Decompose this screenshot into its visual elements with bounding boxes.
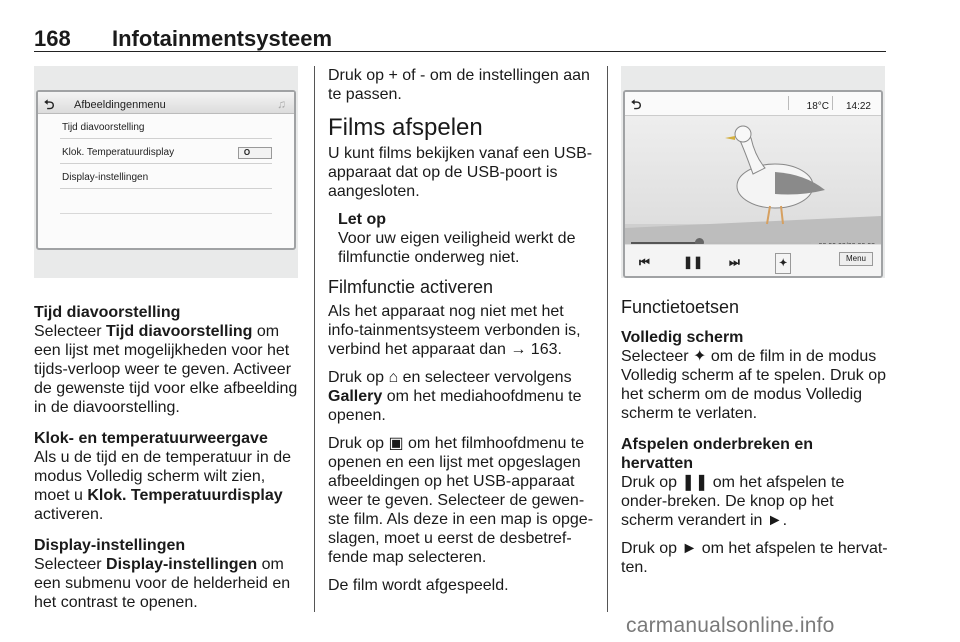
screen-title: Afbeeldingenmenu <box>74 99 166 111</box>
paragraph: Selecteer ✦ om de film in de modus Volledig scherm af te spelen. Druk op het scherm om de modus Volledig scherm te verlaten. <box>621 348 887 422</box>
column-divider <box>314 66 315 612</box>
column-left <box>34 66 300 621</box>
page-header <box>34 22 886 52</box>
paragraph: De film wordt afgespeeld. <box>328 577 509 594</box>
temperature-readout: 18°C <box>806 101 829 112</box>
paragraph: Selecteer Display-instellingen om een submenu voor de helderheid en het contrast te openen. <box>34 556 291 611</box>
note-text: Voor uw eigen veiligheid werkt de filmfunctie onderweg niet. <box>338 230 576 266</box>
section-heading: Films afspelen <box>328 114 483 141</box>
paragraph: Als u de tijd en de temperatuur in de modus Volledig scherm wilt zien, moet u Klok. Temperatuurdisplay activeren. <box>34 449 292 523</box>
page-number: 168 <box>34 26 71 51</box>
column-divider <box>607 66 608 612</box>
menu-item-label: Display-instellingen <box>62 172 149 183</box>
clock-temp-toggle[interactable] <box>238 147 272 159</box>
toggle-state: O <box>243 148 251 157</box>
previous-track-icon[interactable]: ⏮ <box>639 255 650 269</box>
section-title: Tijd diavoorstelling <box>34 304 181 321</box>
paragraph: U kunt films bekijken vanaf een USB-apparaat dat op de USB-poort is aangesloten. <box>328 145 593 200</box>
note-title: Let op <box>338 211 386 228</box>
page-title: Infotainmentsysteem <box>112 26 333 51</box>
music-note-icon: ♫ <box>277 97 286 111</box>
status-divider <box>788 96 789 110</box>
back-arrow-icon[interactable]: ⮌ <box>44 97 55 112</box>
screen-title-bar <box>38 92 294 114</box>
column-right <box>621 66 889 586</box>
menu-button[interactable]: Menu <box>839 252 873 266</box>
paragraph: Selecteer Tijd diavoorstelling om een lijst met mogelijkheden voor het tijds-verloop weer te geven. Activeer de gewenste tijd voor elke afbeelding in de diavoorstelling. <box>34 323 298 416</box>
section-heading: Functietoetsen <box>621 297 740 317</box>
menu-empty-row <box>60 189 272 214</box>
section-title: Afspelen onderbreken en hervatten <box>621 436 814 472</box>
video-status-bar <box>625 92 881 116</box>
fullscreen-icon[interactable]: ✦ <box>775 253 791 274</box>
video-screen <box>623 90 883 278</box>
back-arrow-icon[interactable]: ⮌ <box>631 97 642 112</box>
section-heading: Filmfunctie activeren <box>328 277 494 297</box>
menu-item-slideshow-time[interactable] <box>60 114 272 139</box>
paragraph: Druk op ▣ om het filmhoofdmenu te openen en een lijst met opgeslagen afbeeldingen op het USB-apparaat weer te geven. Selecteer de gewen-ste film. Als deze in een map is opge-slagen, moet u eerst de desbetref-fende map selecteren. <box>328 435 594 566</box>
paragraph: Druk op ► om het afspelen te hervat-ten. <box>621 540 888 576</box>
paragraph: Druk op ❚❚ om het afspelen te onder-breken. De knop op het scherm verandert in ►. <box>621 474 845 529</box>
paragraph: Druk op + of - om de instellingen aan te passen. <box>328 67 590 103</box>
section-title: Display-instellingen <box>34 537 186 554</box>
menu-item-display-settings[interactable] <box>60 164 272 189</box>
note-box <box>328 210 594 267</box>
menu-item-clock-temp[interactable] <box>60 139 272 164</box>
video-controls <box>625 244 881 276</box>
section-title: Klok- en temperatuurweergave <box>34 430 268 447</box>
video-player-screenshot <box>621 66 885 278</box>
paragraph: Druk op ⌂ en selecteer vervolgens Gallery om het mediahoofdmenu te openen. <box>328 369 582 424</box>
status-divider <box>832 96 833 110</box>
column-middle <box>328 66 594 604</box>
paragraph: Als het apparaat nog niet met het info-tainmentsysteem verbonden is, verbind het apparaat dan → 163. <box>328 303 581 358</box>
clock-readout: 14:22 <box>845 101 871 112</box>
section-title: Volledig scherm <box>621 329 744 346</box>
image-menu-screenshot <box>34 66 298 278</box>
pause-icon[interactable]: ❚❚ <box>683 255 704 269</box>
menu-item-label: Tijd diavoorstelling <box>62 122 145 133</box>
menu-item-label: Klok. Temperatuurdisplay <box>62 147 175 158</box>
display-screen <box>36 90 296 250</box>
next-track-icon[interactable]: ⏭ <box>729 255 740 269</box>
watermark: carmanualsonline.info <box>626 614 835 637</box>
